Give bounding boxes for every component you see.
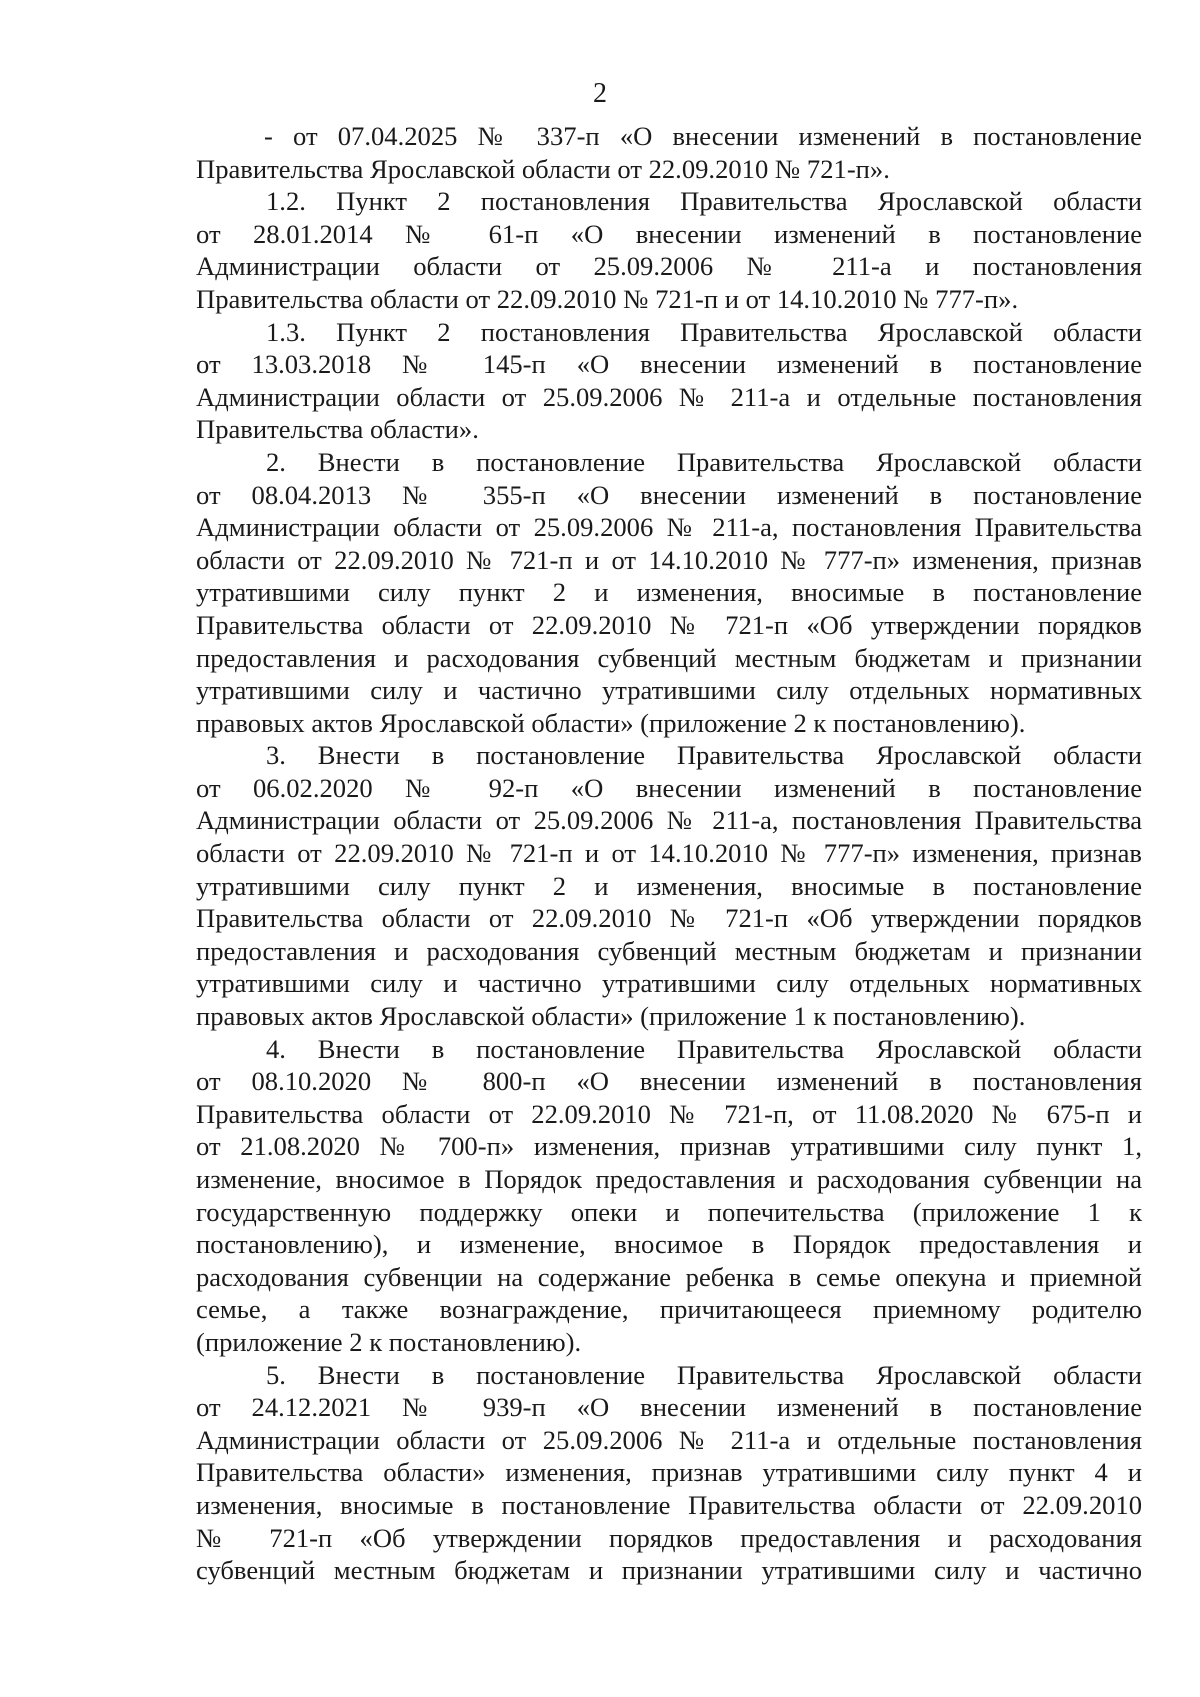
paragraph-line: Правительства области от 22.09.2010 № 721-п, от 11.08.2020 № 675-п и <box>196 1098 1142 1129</box>
paragraph-line: 1.3. Пункт 2 постановления Правительства Ярославской области <box>266 316 1142 347</box>
paragraph <box>196 120 1142 185</box>
paragraph-line: государственную поддержку опеки и попечительства (приложение 1 к <box>196 1196 1142 1227</box>
paragraph-line: от 21.08.2020 № 700-п» изменения, признав утратившими силу пункт 1, <box>196 1131 1142 1162</box>
paragraph-line: субвенций местным бюджетам и признании утратившими силу и частично <box>196 1555 1142 1586</box>
paragraph <box>196 185 1142 315</box>
paragraph-line: от 13.03.2018 № 145-п «О внесении изменений в постановление <box>196 349 1142 380</box>
paragraph-line: от 08.04.2013 № 355-п «О внесении изменений в постановление <box>196 479 1142 510</box>
paragraph-line: от 06.02.2020 № 92-п «О внесении изменений в постановление <box>196 772 1142 803</box>
paragraph <box>196 1033 1142 1359</box>
paragraph-line: Администрации области от 25.09.2006 № 211-а и отдельные постановления <box>196 381 1142 412</box>
paragraph-line: предоставления и расходования субвенций местным бюджетам и признании <box>196 935 1142 966</box>
paragraph-line: Правительства области». <box>196 414 479 445</box>
paragraph-line: (приложение 2 к постановлению). <box>196 1326 582 1357</box>
paragraph <box>196 316 1142 446</box>
document-body <box>196 120 1142 1587</box>
paragraph-line: 4. Внести в постановление Правительства Ярославской области <box>266 1033 1142 1064</box>
paragraph-line: утратившими силу и частично утратившими силу отдельных нормативных <box>196 968 1142 999</box>
paragraph-line: Правительства Ярославской области от 22.09.2010 № 721-п». <box>196 153 890 184</box>
paragraph-line: Администрации области от 25.09.2006 № 211-а и постановления <box>196 251 1142 282</box>
paragraph-line: от 24.12.2021 № 939-п «О внесении изменений в постановление <box>196 1392 1142 1423</box>
paragraph-line: 2. Внести в постановление Правительства Ярославской области <box>266 446 1142 477</box>
paragraph-line: 5. Внести в постановление Правительства Ярославской области <box>266 1359 1142 1390</box>
paragraph-line: Правительства области от 22.09.2010 № 721-п и от 14.10.2010 № 777-п». <box>196 283 1019 314</box>
paragraph-line: утратившими силу пункт 2 и изменения, вносимые в постановление <box>196 577 1142 608</box>
paragraph-line: Администрации области от 25.09.2006 № 211-а, постановления Правительства <box>196 512 1142 543</box>
paragraph-line: изменения, вносимые в постановление Правительства области от 22.09.2010 <box>196 1489 1142 1520</box>
paragraph-line: семье, а также вознаграждение, причитающееся приемному родителю <box>196 1294 1142 1325</box>
paragraph-line: расходования субвенции на содержание ребенка в семье опекуна и приемной <box>196 1261 1142 1292</box>
paragraph-line: области от 22.09.2010 № 721-п и от 14.10.2010 № 777-п» изменения, признав <box>196 838 1142 869</box>
paragraph-line: от 28.01.2014 № 61-п «О внесении изменений в постановление <box>196 218 1142 249</box>
paragraph-line: области от 22.09.2010 № 721-п и от 14.10.2010 № 777-п» изменения, признав <box>196 544 1142 575</box>
paragraph-line: Правительства области от 22.09.2010 № 721-п «Об утверждении порядков <box>196 903 1142 934</box>
paragraph-line: изменение, вносимое в Порядок предоставления и расходования субвенции на <box>196 1164 1142 1194</box>
paragraph-line: № 721-п «Об утверждении порядков предоставления и расходования <box>196 1522 1142 1553</box>
paragraph-line: правовых актов Ярославской области» (приложение 1 к постановлению). <box>196 1001 1026 1032</box>
paragraph-line: Администрации области от 25.09.2006 № 211-а, постановления Правительства <box>196 805 1142 836</box>
paragraph-line: Администрации области от 25.09.2006 № 211-а и отдельные постановления <box>196 1424 1142 1455</box>
paragraph-line: 1.2. Пункт 2 постановления Правительства Ярославской области <box>266 186 1142 217</box>
paragraph-line: - от 07.04.2025 № 337-п «О внесении изменений в постановление <box>264 121 1142 151</box>
paragraph-line: утратившими силу пункт 2 и изменения, вносимые в постановление <box>196 870 1142 901</box>
paragraph <box>196 446 1142 739</box>
paragraph-line: утратившими силу и частично утратившими силу отдельных нормативных <box>196 675 1142 706</box>
paragraph <box>196 739 1142 1032</box>
page-number: 2 <box>593 78 607 109</box>
paragraph-line: Правительства области» изменения, признав утратившими силу пункт 4 и <box>196 1457 1142 1488</box>
paragraph-line: Правительства области от 22.09.2010 № 721-п «Об утверждении порядков <box>196 609 1142 640</box>
paragraph <box>196 1359 1142 1587</box>
paragraph-line: правовых актов Ярославской области» (приложение 2 к постановлению). <box>196 707 1026 738</box>
paragraph-line: 3. Внести в постановление Правительства Ярославской области <box>266 740 1142 771</box>
paragraph-line: от 08.10.2020 № 800-п «О внесении изменений в постановления <box>196 1066 1142 1097</box>
paragraph-line: предоставления и расходования субвенций местным бюджетам и признании <box>196 642 1142 673</box>
paragraph-line: постановлению), и изменение, вносимое в Порядок предоставления и <box>196 1229 1142 1260</box>
